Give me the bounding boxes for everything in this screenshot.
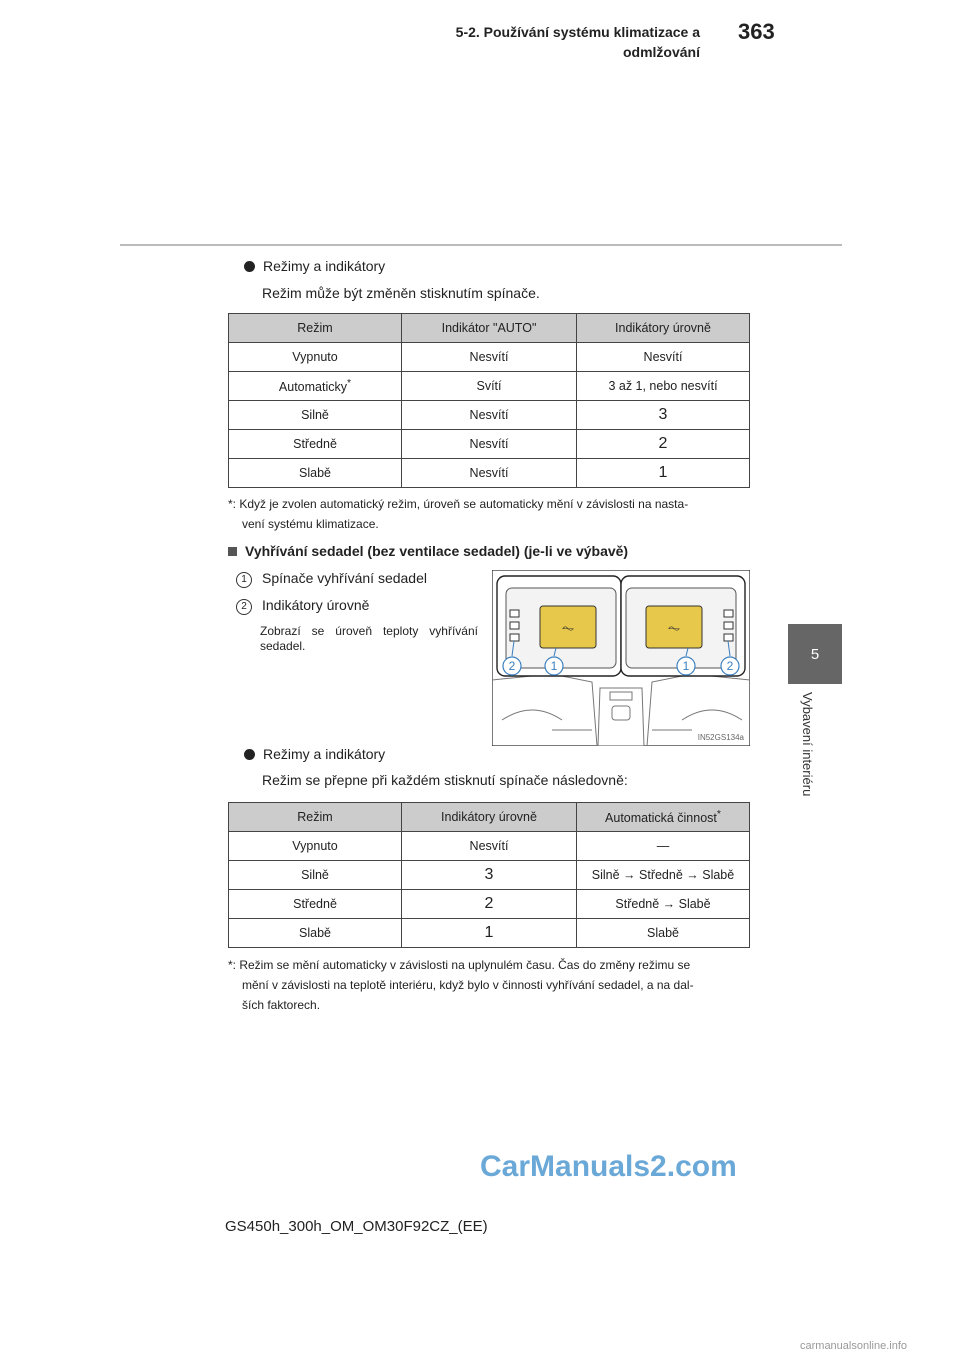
table-cell: Nesvítí	[402, 430, 577, 459]
footnote-mark: *	[347, 377, 352, 389]
table-row	[229, 919, 750, 948]
header-text: Automatická činnost	[605, 811, 717, 826]
figure-code: IN52GS134a	[697, 733, 744, 742]
table-cell: Silně	[229, 861, 402, 890]
bullet-text: Režimy a indikátory	[263, 746, 386, 762]
section-title: 5-2. Používání systému klimatizace a odmlžování	[455, 24, 700, 60]
intro-text-1: Režim může být změněn stisknutím spínače.	[262, 285, 540, 301]
table-cell: Slabě	[229, 459, 402, 488]
table-cell: Vypnuto	[229, 343, 402, 372]
modes-table-1	[228, 313, 750, 488]
table-cell: Slabě	[577, 919, 750, 948]
chapter-label	[790, 692, 840, 842]
table-cell: Svítí	[402, 372, 577, 401]
table-cell: 2	[577, 430, 750, 459]
table-row	[229, 343, 750, 372]
bullet-dot-icon	[244, 749, 255, 760]
table-cell: Vypnuto	[229, 832, 402, 861]
cell-text: Automaticky	[278, 380, 348, 395]
footnote-1-line2: vení systému klimatizace.	[242, 517, 379, 531]
table-cell: Silně	[229, 401, 402, 430]
item-2-description: Zobrazí se úroveň teploty vyhřívání sedadel.	[260, 624, 478, 653]
table-cell: 1	[577, 459, 750, 488]
watermark-corner: carmanualsonline.info	[800, 1340, 908, 1352]
item-label: Spínače vyhřívání sedadel	[262, 570, 427, 586]
table-cell: Středně → Slabě	[577, 890, 750, 919]
footnote-1-line1: *: Když je zvolen automatický režim, úroveň se automaticky mění v závislosti na nasta-	[228, 497, 689, 511]
bullet-modes-2	[244, 744, 385, 764]
bullet-dot-icon	[244, 261, 255, 272]
figure-callout: 1	[550, 659, 558, 673]
table-header: Režim	[229, 803, 402, 832]
table-cell: Středně	[229, 890, 402, 919]
table-cell: Středně	[229, 430, 402, 459]
table-cell: Nesvítí	[402, 459, 577, 488]
chapter-tab: 5	[788, 624, 842, 684]
header-rule	[120, 244, 842, 246]
item-1	[236, 568, 427, 588]
table-header: Indikátory úrovně	[402, 803, 577, 832]
footnote-2-line1: *: Režim se mění automaticky v závislosti na uplynulém času. Čas do změny režimu se	[228, 958, 691, 972]
table-row	[229, 430, 750, 459]
chapter-title: Vybavení interiéru	[800, 692, 815, 797]
table-header: Indikátory úrovně	[577, 314, 750, 343]
table-cell: Slabě	[229, 919, 402, 948]
table-cell: 2	[402, 890, 577, 919]
figure-callout: 2	[508, 659, 516, 673]
section-heading-text: Vyhřívání sedadel (bez ventilace sedadel) (je-li ve výbavě)	[245, 543, 629, 559]
section-heading	[228, 541, 628, 561]
table-row	[229, 832, 750, 861]
callout-number: 2	[236, 599, 252, 615]
table-cell: Nesvítí	[402, 832, 577, 861]
footnote-2-line3: ších faktorech.	[242, 998, 321, 1012]
bullet-modes-1	[244, 256, 385, 276]
item-2	[236, 595, 369, 615]
table-cell: Silně → Středně → Slabě	[577, 861, 750, 890]
table-header: Režim	[229, 314, 402, 343]
table-cell	[229, 372, 402, 401]
table-cell: Nesvítí	[577, 343, 750, 372]
table-row	[229, 861, 750, 890]
table-cell: 3 až 1, nebo nesvítí	[577, 372, 750, 401]
table-row	[229, 890, 750, 919]
footnote-2-line2: mění v závislosti na teplotě interiéru, když bylo v činnosti vyhřívání sedadel, a na dal-	[242, 978, 694, 992]
footnote-mark: *	[716, 808, 721, 820]
table-row	[229, 372, 750, 401]
table-cell: Nesvítí	[402, 343, 577, 372]
table-header: Indikátor "AUTO"	[402, 314, 577, 343]
svg-text:⏦: ⏦	[667, 620, 681, 637]
callout-number: 1	[236, 572, 252, 588]
watermark-main: CarManuals2.com	[480, 1150, 737, 1183]
seat-heater-figure	[492, 570, 750, 746]
modes-table-2	[228, 802, 750, 948]
item-label: Indikátory úrovně	[262, 597, 370, 613]
table-header	[577, 803, 750, 832]
figure-callout: 2	[726, 659, 734, 673]
table-cell: Nesvítí	[402, 401, 577, 430]
table-cell: —	[577, 832, 750, 861]
table-row	[229, 401, 750, 430]
page-number: 363	[738, 19, 775, 44]
bullet-text: Režimy a indikátory	[263, 258, 386, 274]
figure-callout: 1	[682, 659, 690, 673]
document-code: GS450h_300h_OM_OM30F92CZ_(EE)	[225, 1218, 488, 1235]
table-cell: 3	[402, 861, 577, 890]
table-row	[229, 459, 750, 488]
table-cell: 1	[402, 919, 577, 948]
table-cell: 3	[577, 401, 750, 430]
intro-text-2: Režim se přepne při každém stisknutí spínače následovně:	[262, 772, 628, 788]
section-square-icon	[228, 547, 237, 556]
svg-text:⏦: ⏦	[561, 620, 575, 637]
